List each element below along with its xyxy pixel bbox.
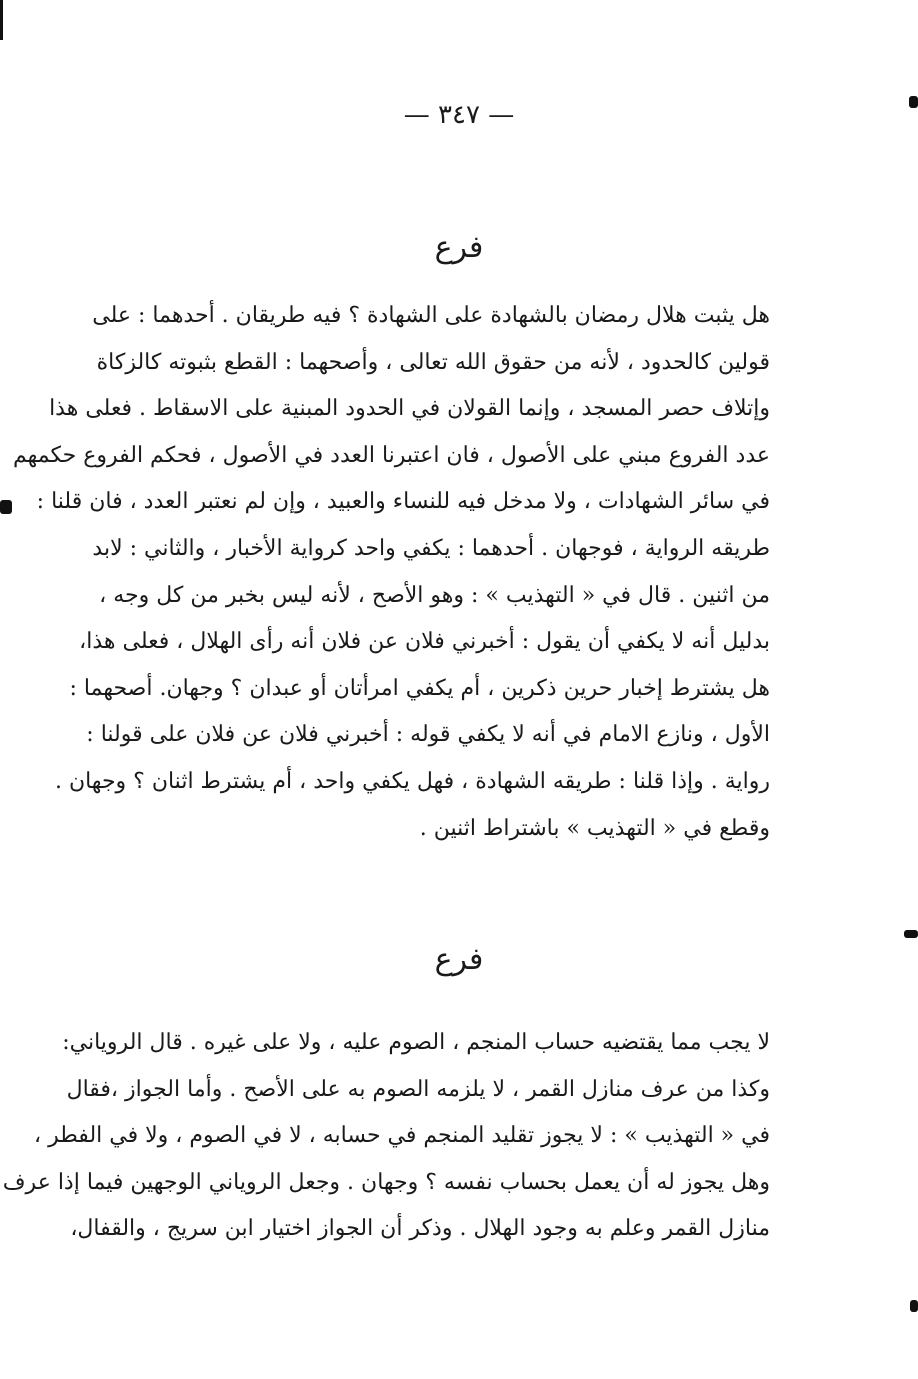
section-heading: فرع bbox=[434, 942, 484, 977]
text-line: من اثنين . قال في « التهذيب » : وهو الأصح ، لأنه ليس بخبر من كل وجه ، bbox=[99, 582, 770, 608]
scan-edge-mark bbox=[904, 930, 918, 938]
text-line: طريقه الرواية ، فوجهان . أحدهما : يكفي واحد كرواية الأخبار ، والثاني : لابد bbox=[92, 535, 770, 561]
section-paragraph bbox=[2, 1020, 770, 1253]
text-line: وهل يجوز له أن يعمل بحساب نفسه ؟ وجهان . وجعل الروياني الوجهين فيما إذا عرف bbox=[2, 1169, 770, 1195]
text-line: رواية . وإذا قلنا : طريقه الشهادة ، فهل يكفي واحد ، أم يشترط اثنان ؟ وجهان . bbox=[54, 768, 770, 794]
text-line: عدد الفروع مبني على الأصول ، فان اعتبرنا العدد في الأصول ، فحكم الفروع حكمهم bbox=[12, 442, 770, 468]
text-line: بدليل أنه لا يكفي أن يقول : أخبرني فلان عن فلان أنه رأى الهلال ، فعلى هذا، bbox=[79, 629, 770, 655]
text-line: وقطع في « التهذيب » باشتراط اثنين . bbox=[419, 815, 770, 841]
page-number: — ٣٤٧ — bbox=[403, 100, 515, 130]
text-line: وإتلاف حصر المسجد ، وإنما القولان في الحدود المبنية على الاسقاط . فعلى هذا bbox=[49, 396, 770, 422]
text-line: في سائر الشهادات ، ولا مدخل فيه للنساء والعبيد ، وإن لم نعتبر العدد ، فان قلنا : bbox=[36, 489, 770, 515]
text-line: منازل القمر وعلم به وجود الهلال . وذكر أن الجواز اختيار ابن سريج ، والقفال، bbox=[70, 1216, 770, 1242]
section-heading: فرع bbox=[434, 230, 484, 265]
scan-edge-mark bbox=[910, 1300, 918, 1312]
text-line: في « التهذيب » : لا يجوز تقليد المنجم في حسابه ، لا في الصوم ، ولا في الفطر ، bbox=[34, 1123, 770, 1149]
scan-edge-mark bbox=[0, 500, 12, 514]
text-line: قولين كالحدود ، لأنه من حقوق الله تعالى ، وأصحهما : القطع بثبوته كالزكاة bbox=[96, 349, 770, 375]
text-line: لا يجب مما يقتضيه حساب المنجم ، الصوم عليه ، ولا على غيره . قال الروياني: bbox=[62, 1030, 770, 1055]
text-line: وكذا من عرف منازل القمر ، لا يلزمه الصوم به على الأصح . وأما الجواز ،فقال bbox=[66, 1076, 770, 1102]
text-line: هل يشترط إخبار حرين ذكرين ، أم يكفي امرأتان أو عبدان ؟ وجهان. أصحهما : bbox=[69, 675, 770, 701]
section-paragraph bbox=[12, 293, 770, 852]
text-line: الأول ، ونازع الامام في أنه لا يكفي قوله : أخبرني فلان عن فلان على قولنا : bbox=[86, 722, 770, 748]
text-line: هل يثبت هلال رمضان بالشهادة على الشهادة ؟ فيه طريقان . أحدهما : على bbox=[92, 303, 770, 328]
scan-edge-mark bbox=[0, 0, 3, 40]
